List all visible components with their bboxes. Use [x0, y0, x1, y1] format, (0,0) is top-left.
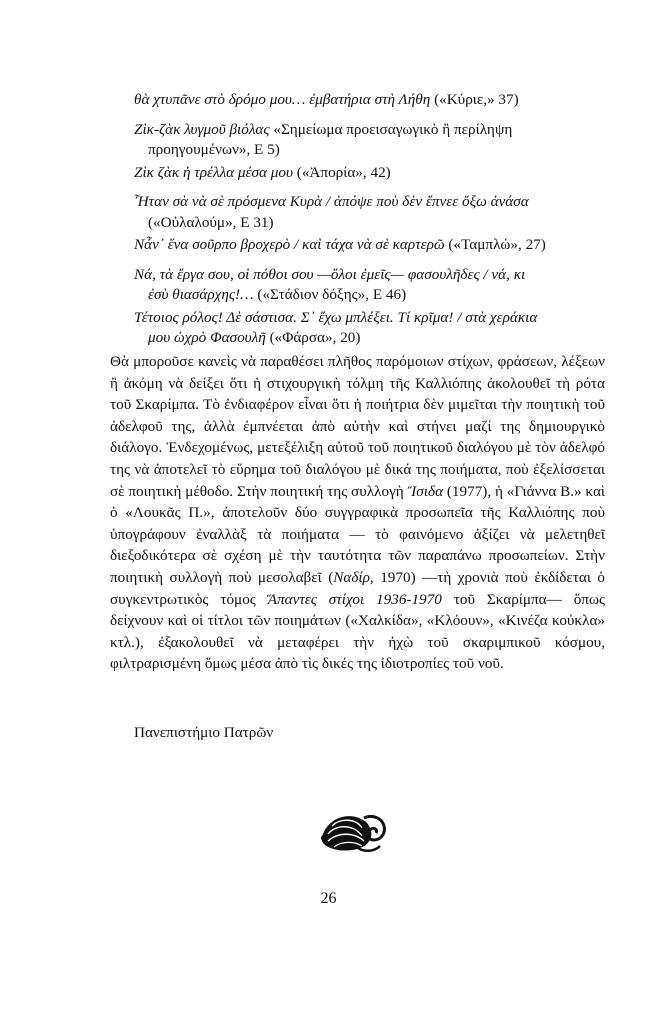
- quote-6: Νά, τὰ ἔργα σου, οἱ πόθοι σου —ὅλοι ἐμεῖς— φασουλῆδες / νά, κι ἐσὺ θιασάρχης!… («Στάδιον δόξης», Ε 46): [134, 265, 526, 303]
- page-number: 26: [320, 890, 337, 907]
- quote-2: Ζὶκ-ζὰκ λυγμοῦ βιόλας «Σημείωμα προεισαγωγικὸ ἢ περίληψη προηγουμένων», Ε 5): [134, 120, 513, 158]
- quote-3: Ζὶκ ζὰκ ἡ τρέλλα μέσα μου («Ἀπορία», 42): [134, 163, 391, 181]
- seashell-ornament-icon: [318, 808, 388, 854]
- author-affiliation: Πανεπιστήμιο Πατρῶν: [134, 724, 274, 741]
- quote-4: Ἦταν σὰ νὰ σὲ πρόσμενα Κυρὰ / ἀπόψε ποὺ δὲν ἔπνεε ὄξω ἀνάσα («Οὐλαλούμ», Ε 31): [134, 193, 529, 231]
- quotation-list: [134, 90, 634, 358]
- quote-5: Νἆν᾽ ἕνα σοῦρπο βροχερὸ / καὶ τάχα νὰ σὲ καρτερῶ («Ταμπλώ», 27): [134, 236, 546, 253]
- quote-1: θὰ χτυπᾶνε στὸ δρόμο μου… ἐμβατήρια στὴ Λήθη («Κύριε,» 37): [134, 91, 519, 108]
- quote-7: Τέτοιος ρόλος! Δὲ σάστισα. Σ᾽ ἔχω μπλέξει. Τί κρῖμα! / στὰ χεράκια μου ὠχρὸ Φασουλῆ («Φάρσα», 20): [134, 308, 538, 346]
- body-paragraph: Θὰ μποροῦσε κανεὶς νὰ παραθέσει πλῆθος παρόμοιων στίχων, φράσεων, λέξεων ἢ ἀκόμη νὰ δείξει ὅτι ἡ στιχουργικὴ τόλμη τῆς Καλλιόπης ἀκολουθεῖ τὴ ρότα τοῦ Σκαρίμπα. Τὸ ἐνδιαφέρον εἶναι ὅτι ἡ ποιήτρια δὲν μιμεῖται τὴν ποιητικὴ τοῦ ἀδελφοῦ της, ἀλλὰ ἐμπνέεται ἀπὸ αὐτὴν καὶ στήνει μαζί της δημιουργικὸ διάλογο. Ἐνδεχομένως, μετεξέλιξη αὐτοῦ τοῦ ποιητικοῦ διαλόγου μὲ τὸν ἀδελφό της νὰ ἀποτελεῖ τὸ εὕρημα τοῦ διαλόγου μὲ δικά της ποιήματα, ποὺ ἐξελίσσεται σὲ ποιητικὴ μέθοδο. Στὴν ποιητική της συλλογὴ Ἴσιδα (1977), ἡ «Γιάννα Β.» καὶ ὁ «Λουκᾶς Π.», ἀποτελοῦν δύο συγγραφικὰ προσωπεῖα τῆς Καλλιόπης ποὺ ὑπογράφουν ἐναλλὰξ τὰ ποιήματα — τὸ φαινόμενο ἀξίζει νὰ μελετηθεῖ διεξοδικότερα σὲ σχέση μὲ τὴν ταυτότητα τῶν παραπάνω προσωπείων. Στὴν ποιητικὴ συλλογὴ ποὺ μεσολαβεῖ (Ναδίρ, 1970) —τὴ χρονιὰ ποὺ ἐκδίδεται ὁ συγκεντρωτικὸς τόμος Ἅπαντες στίχοι 1936-1970 τοῦ Σκαρίμπα— ὅπως δείχνουν καὶ οἱ τίτλοι τῶν ποιημάτων («Χαλκίδα», «Κλόουν», «Κινέζα κούκλα» κτλ.), ἐξακολουθεῖ νὰ μεταφέρει τὴν ἠχὼ τοῦ σκαριμπικοῦ κόσμου, φιλτραρισμένη ὅμως μέσα ἀπὸ τὶς δικές της ἰδιοτροπίες τοῦ νοῦ.: [110, 353, 605, 673]
